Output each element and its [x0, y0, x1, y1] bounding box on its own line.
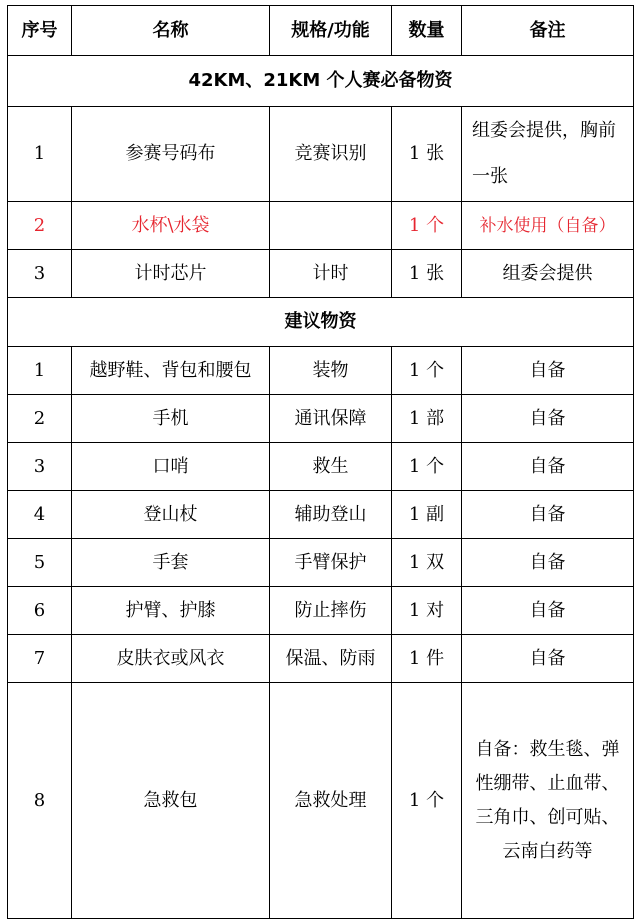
table-row [8, 443, 634, 491]
cell-spec: 通讯保障 [270, 395, 392, 443]
cell-name: 计时芯片 [72, 250, 270, 298]
cell-spec: 手臂保护 [270, 539, 392, 587]
cell-no: 8 [8, 683, 72, 919]
cell-note: 补水使用（自备） [462, 202, 634, 250]
cell-qty: 1 个 [392, 347, 462, 395]
cell-note: 自备 [462, 347, 634, 395]
cell-no: 6 [8, 587, 72, 635]
header-no: 序号 [8, 6, 72, 56]
cell-note: 自备 [462, 443, 634, 491]
cell-note: 自备 [462, 395, 634, 443]
cell-name: 登山杖 [72, 491, 270, 539]
section-required-row [8, 56, 634, 107]
table-row [8, 491, 634, 539]
cell-name: 护臂、护膝 [72, 587, 270, 635]
cell-note: 自备：救生毯、弹性绷带、止血带、三角巾、创可贴、云南白药等 [462, 683, 634, 919]
cell-qty: 1 个 [392, 202, 462, 250]
cell-name: 越野鞋、背包和腰包 [72, 347, 270, 395]
section-required-title: 42KM、21KM 个人赛必备物资 [8, 56, 634, 107]
table-row [8, 107, 634, 202]
table-row-highlight [8, 202, 634, 250]
header-qty: 数量 [392, 6, 462, 56]
cell-spec: 竞赛识别 [270, 107, 392, 202]
table-row [8, 539, 634, 587]
cell-note: 组委会提供 [462, 250, 634, 298]
cell-qty: 1 副 [392, 491, 462, 539]
cell-name: 皮肤衣或风衣 [72, 635, 270, 683]
cell-qty: 1 个 [392, 443, 462, 491]
header-name: 名称 [72, 6, 270, 56]
cell-qty: 1 双 [392, 539, 462, 587]
cell-no: 3 [8, 250, 72, 298]
cell-no: 4 [8, 491, 72, 539]
cell-qty: 1 个 [392, 683, 462, 919]
cell-note: 自备 [462, 539, 634, 587]
cell-note: 自备 [462, 635, 634, 683]
cell-spec: 装物 [270, 347, 392, 395]
cell-qty: 1 件 [392, 635, 462, 683]
table-row [8, 250, 634, 298]
table-row [8, 587, 634, 635]
table-row [8, 683, 634, 919]
table-row [8, 395, 634, 443]
cell-name: 手套 [72, 539, 270, 587]
cell-no: 5 [8, 539, 72, 587]
cell-note: 自备 [462, 491, 634, 539]
cell-spec: 急救处理 [270, 683, 392, 919]
cell-no: 1 [8, 107, 72, 202]
cell-no: 2 [8, 202, 72, 250]
cell-name: 水杯\水袋 [72, 202, 270, 250]
cell-no: 2 [8, 395, 72, 443]
cell-spec [270, 202, 392, 250]
cell-no: 1 [8, 347, 72, 395]
cell-spec: 辅助登山 [270, 491, 392, 539]
cell-note: 自备 [462, 587, 634, 635]
cell-spec: 计时 [270, 250, 392, 298]
cell-qty: 1 部 [392, 395, 462, 443]
cell-name: 急救包 [72, 683, 270, 919]
header-note: 备注 [462, 6, 634, 56]
supplies-table [7, 5, 634, 919]
cell-no: 3 [8, 443, 72, 491]
cell-spec: 救生 [270, 443, 392, 491]
section-suggested-title: 建议物资 [8, 298, 634, 347]
cell-spec: 保温、防雨 [270, 635, 392, 683]
cell-name: 口哨 [72, 443, 270, 491]
header-spec: 规格/功能 [270, 6, 392, 56]
cell-qty: 1 对 [392, 587, 462, 635]
table-row [8, 635, 634, 683]
table-row [8, 347, 634, 395]
cell-note: 组委会提供，胸前一张 [462, 107, 634, 202]
cell-name: 手机 [72, 395, 270, 443]
cell-no: 7 [8, 635, 72, 683]
cell-qty: 1 张 [392, 250, 462, 298]
section-suggested-row [8, 298, 634, 347]
cell-qty: 1 张 [392, 107, 462, 202]
cell-spec: 防止摔伤 [270, 587, 392, 635]
table-header-row [8, 6, 634, 56]
cell-name: 参赛号码布 [72, 107, 270, 202]
